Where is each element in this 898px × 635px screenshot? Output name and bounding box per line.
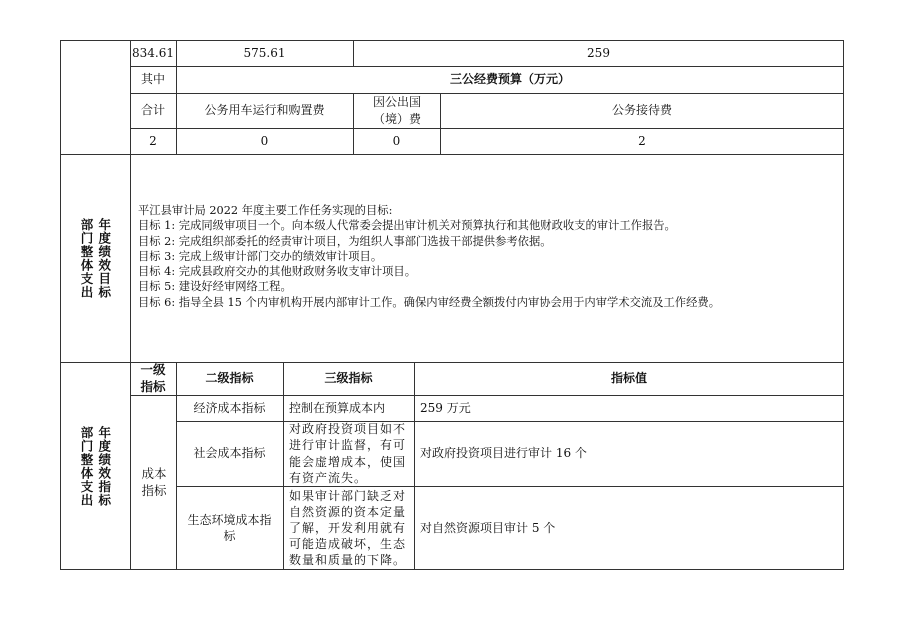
- header-value: 指标值: [610, 371, 647, 386]
- value-vehicle: 0: [260, 133, 269, 148]
- value-social: 对政府投资项目进行审计 16 个: [420, 446, 587, 461]
- goals-text: [138, 203, 838, 310]
- level2-economic: 经济成本指标: [193, 400, 266, 415]
- level1-cost: 成本指标: [141, 465, 167, 498]
- goals-labels: [60, 154, 130, 362]
- level2-social: 社会成本指标: [193, 446, 266, 461]
- indicators-labels: [60, 362, 130, 570]
- level3-ecological: 如果审计部门缺乏对自然资源的资本定量了解，开发利用就有可能造成破坏，生态数量和质量的下降。: [289, 488, 407, 568]
- header-abroad: 因公出国（境）费: [372, 95, 421, 126]
- qizhong-label: 其中: [140, 72, 165, 87]
- goals-left-label: 部门整体支出: [79, 217, 94, 299]
- header-total: 合计: [140, 103, 165, 118]
- indicators-right-label: 年度绩效指标: [96, 425, 112, 507]
- value-total: 2: [149, 133, 157, 148]
- value-ecological: 对自然资源项目审计 5 个: [420, 520, 556, 535]
- grid-line: [60, 154, 844, 155]
- header-reception: 公务接待费: [611, 103, 672, 118]
- header-level3: 三级指标: [324, 371, 373, 386]
- budget-project: 259: [587, 45, 610, 60]
- budget-basic: 575.61: [243, 45, 286, 60]
- budget-total: 834.61: [132, 45, 174, 60]
- value-reception: 2: [638, 133, 646, 148]
- goals-right-label: 年度绩效目标: [96, 217, 112, 299]
- three-public-title: 三公经费预算（万元）: [449, 72, 570, 87]
- value-economic: 259 万元: [420, 400, 471, 415]
- goal-item: 目标 1: 完成同级审项目一个。向本级人代常委会提出审计机关对预算执行和其他财政收支的审计工作报告。: [138, 219, 676, 233]
- value-abroad: 0: [392, 133, 401, 148]
- header-level1: 一级指标: [140, 361, 166, 394]
- level2-ecological: 生态环境成本指标: [187, 512, 272, 543]
- goal-item: 目标 6: 指导全县 15 个内审机构开展内部审计工作。确保内审经费全额拨付内审协会用于内审学术交流及工作经费。: [138, 295, 720, 309]
- goal-item: 目标 5: 建设好经审网络工程。: [138, 280, 292, 294]
- goal-item: 目标 3: 完成上级审计部门交办的绩效审计项目。: [138, 249, 383, 263]
- indicators-left-label: 部门整体支出: [79, 425, 94, 507]
- level3-social: 对政府投资项目如不进行审计监督，有可能会虚增成本，使国有资产流失。: [289, 422, 407, 485]
- goal-item: 目标 2: 完成组织部委托的经责审计项目，为组织人事部门选拔干部提供参考依据。: [138, 234, 552, 248]
- level3-economic: 控制在预算成本内: [289, 400, 386, 415]
- goal-item: 目标 4: 完成县政府交办的其他财政财务收支审计项目。: [138, 265, 417, 279]
- goals-intro: 平江县审计局 2022 年度主要工作任务实现的目标:: [138, 204, 393, 217]
- header-level2: 二级指标: [205, 371, 254, 386]
- header-vehicle: 公务用车运行和购置费: [204, 103, 325, 118]
